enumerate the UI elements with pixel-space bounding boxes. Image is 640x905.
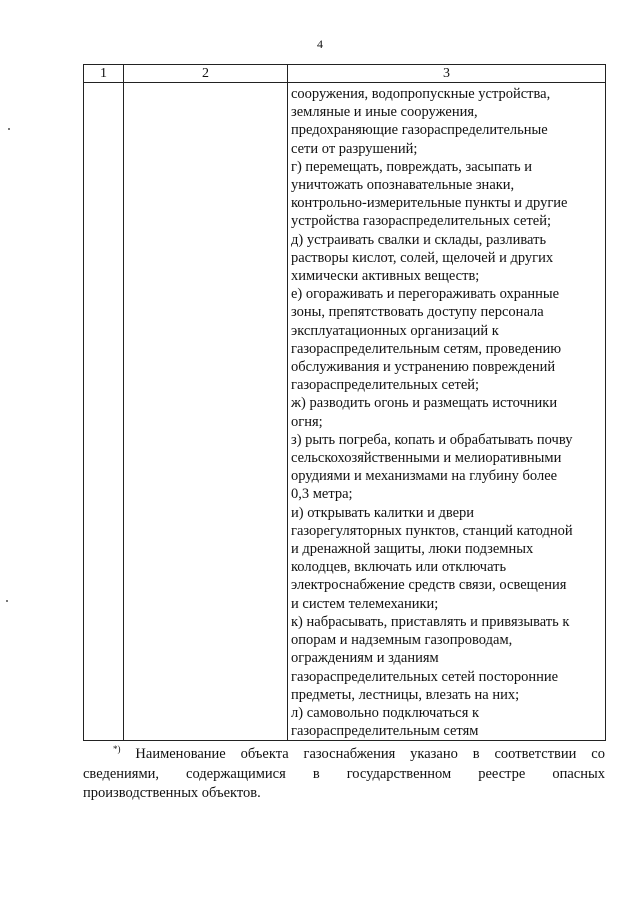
- text-line: г) перемещать, повреждать, засыпать и: [291, 158, 533, 175]
- table-cell-col1: [84, 83, 124, 741]
- text-line: химически активных веществ;: [291, 268, 480, 285]
- text-line: и) открывать калитки и двери: [291, 504, 475, 521]
- text-line: колодцев, включать или отключать: [291, 559, 507, 576]
- footnote-line-2: сведениями, содержащимися в государственном реестре опасных: [83, 765, 605, 782]
- prohibitions-text: [288, 83, 605, 740]
- text-line: газорегуляторных пунктов, станций катодной: [291, 522, 573, 539]
- text-line: огня;: [291, 413, 323, 430]
- text-line: обслуживания и устранению повреждений: [291, 359, 556, 376]
- text-line: растворы кислот, солей, щелочей и других: [291, 249, 554, 266]
- text-line: л) самовольно подключаться к: [291, 704, 480, 721]
- document-table: [83, 64, 606, 741]
- text-line: контрольно-измерительные пункты и другие: [291, 195, 568, 212]
- text-line: сети от разрушений;: [291, 140, 418, 157]
- footnote-text-1: Наименование объекта газоснабжения указано в соответствии со: [135, 746, 605, 762]
- text-line: эксплуатационных организаций к: [291, 322, 499, 339]
- column-header-2: 2: [124, 65, 288, 83]
- text-line: газораспределительных сетей;: [291, 377, 480, 394]
- text-line: з) рыть погреба, копать и обрабатывать почву: [291, 431, 573, 448]
- footnote-line-3: производственных объектов.: [83, 785, 261, 801]
- text-line: сельскохозяйственными и мелиоративными: [291, 450, 562, 467]
- table-row: [84, 83, 606, 741]
- page-number: 4: [317, 37, 323, 51]
- table-header-row: [84, 65, 606, 83]
- text-line: газораспределительным сетям, проведению: [291, 340, 562, 357]
- footnote-line-1: [83, 745, 605, 765]
- text-line: предметы, лестницы, влезать на них;: [291, 686, 520, 703]
- footnote-marker: *): [113, 744, 121, 754]
- text-line: сооружения, водопропускные устройства,: [291, 86, 551, 102]
- text-line: электроснабжение средств связи, освещения: [291, 577, 567, 594]
- column-header-1: 1: [84, 65, 124, 83]
- text-line: опорам и надземным газопроводам,: [291, 632, 513, 649]
- text-line: 0,3 метра;: [291, 486, 353, 503]
- text-line: устройства газораспределительных сетей;: [291, 213, 552, 230]
- text-line: зоны, препятствовать доступу персонала: [291, 304, 544, 321]
- text-line: земляные и иные сооружения,: [291, 104, 478, 121]
- text-line: е) огораживать и перегораживать охранные: [291, 286, 560, 303]
- column-header-3: 3: [288, 65, 606, 83]
- text-line: газораспределительным сетям: [291, 723, 479, 740]
- text-line: ограждениям и зданиям: [291, 650, 439, 667]
- text-line: газораспределительных сетей посторонние: [291, 668, 559, 685]
- table-cell-col2: [124, 83, 288, 741]
- text-line: предохраняющие газораспределительные: [291, 122, 548, 139]
- footnote: [83, 745, 605, 804]
- text-line: уничтожать опознавательные знаки,: [291, 177, 515, 194]
- text-line: орудиями и механизмами на глубину более: [291, 468, 558, 485]
- text-line: и дренажной защиты, люки подземных: [291, 541, 534, 558]
- text-line: д) устраивать свалки и склады, разливать: [291, 231, 547, 248]
- text-line: к) набрасывать, приставлять и привязывать к: [291, 613, 570, 630]
- text-line: ж) разводить огонь и размещать источники: [291, 395, 558, 412]
- scan-speck: [8, 128, 10, 130]
- text-line: и систем телемеханики;: [291, 595, 439, 612]
- table-cell-col3: [288, 83, 606, 741]
- scan-speck: [6, 600, 8, 602]
